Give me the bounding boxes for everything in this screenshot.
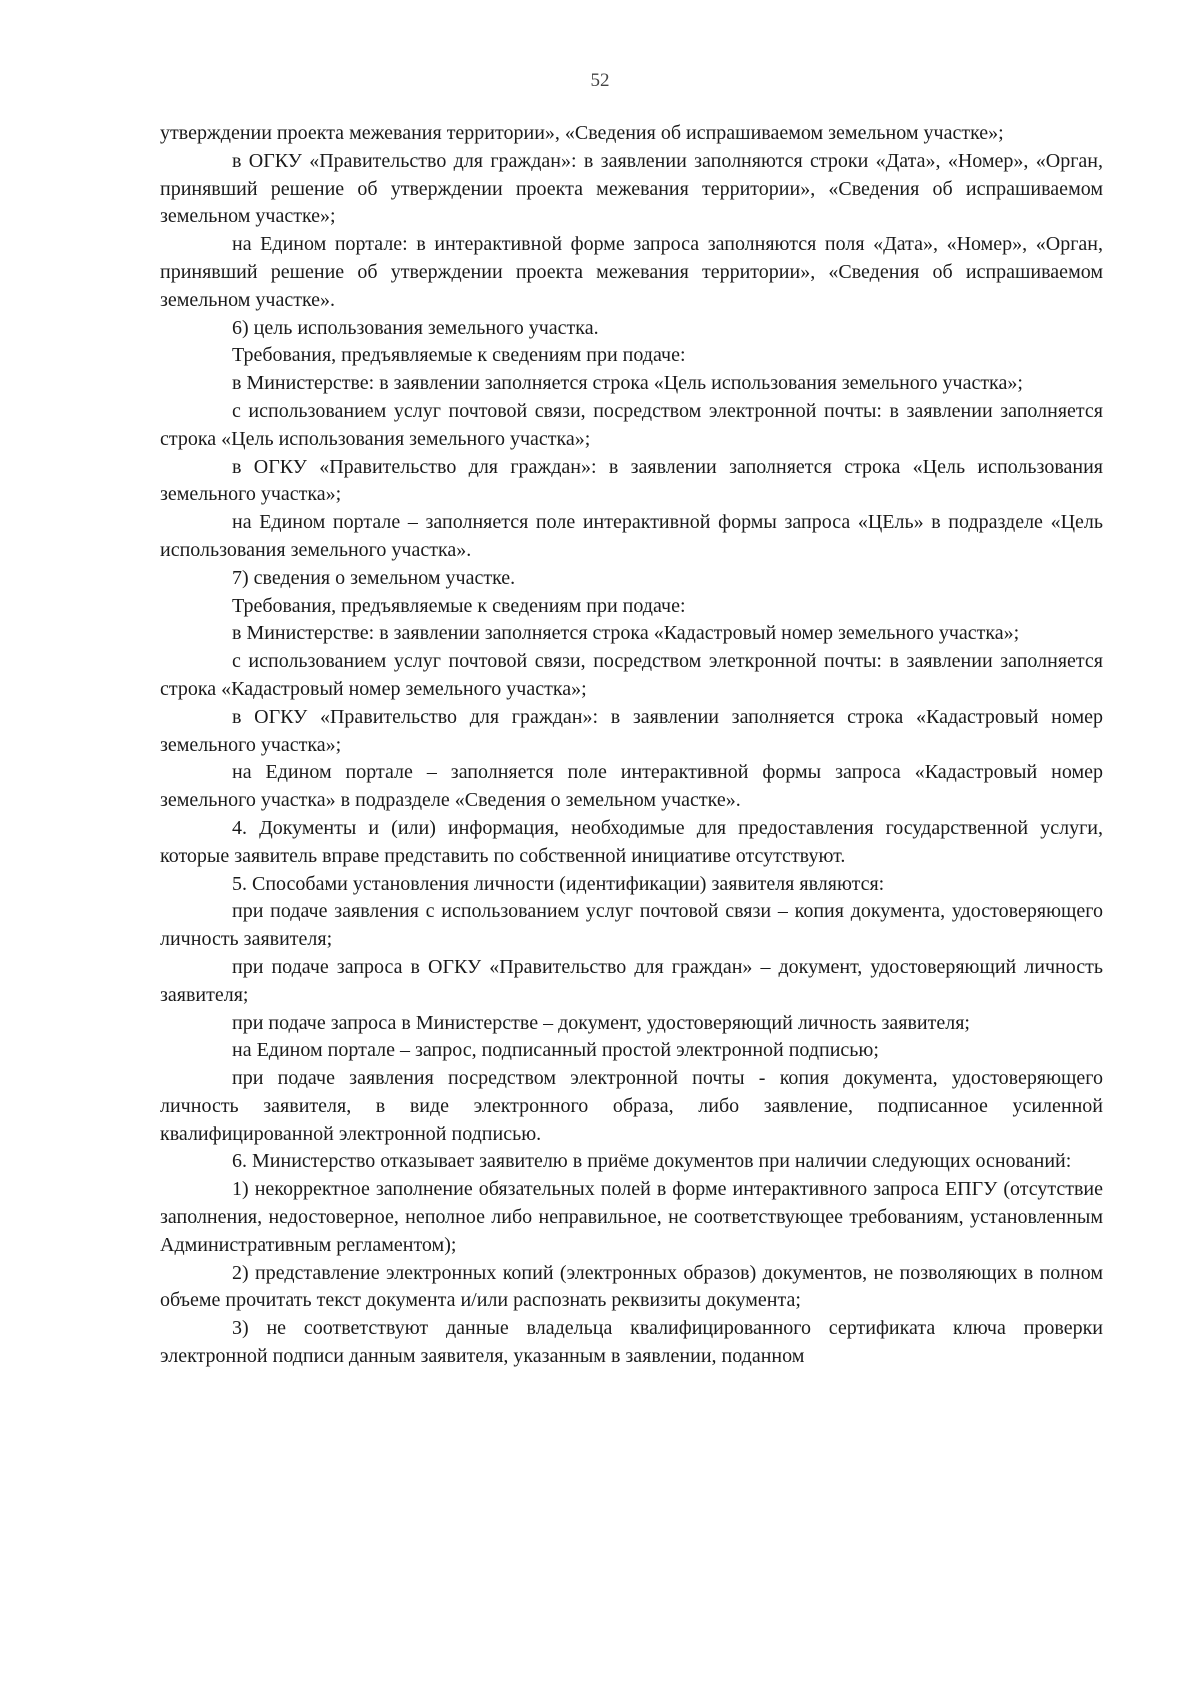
paragraph: в ОГКУ «Правительство для граждан»: в заявлении заполняется строка «Цель использования земельного участка»;	[160, 455, 1103, 506]
paragraph: утверждении проекта межевания территории», «Сведения об испрашиваемом земельном участке»;	[160, 122, 1004, 144]
paragraph: 5. Способами установления личности (идентификации) заявителя являются:	[232, 872, 885, 895]
paragraph: при подаче заявления посредством электронной почты - копия документа, удостоверяющего личность заявителя, в виде электронного образа, либо заявление, подписанное усиленной квалифицированной электронной подписью.	[160, 1067, 1103, 1145]
paragraph: 4. Документы и (или) информация, необходимые для предоставления государственной услуги, которые заявитель вправе представить по собственной инициативе отсутствуют.	[160, 816, 1103, 867]
paragraph: в ОГКУ «Правительство для граждан»: в заявлении заполняется строка «Кадастровый номер земельного участка»;	[160, 705, 1103, 756]
paragraph: при подаче запроса в Министерстве – документ, удостоверяющий личность заявителя;	[232, 1011, 970, 1034]
paragraph: 1) некорректное заполнение обязательных полей в форме интерактивного запроса ЕПГУ (отсутствие заполнения, недостоверное, неполное либо неправильное, не соответствующее требованиям, установленным Административным регламентом);	[160, 1178, 1103, 1256]
paragraph: на Едином портале – запрос, подписанный простой электронной подписью;	[232, 1039, 879, 1062]
document-body	[160, 120, 1103, 1371]
paragraph: с использованием услуг почтовой связи, посредством элеткронной почты: в заявлении заполняется строка «Кадастровый номер земельного участка»;	[160, 650, 1103, 700]
paragraph: 3) не соответствуют данные владельца квалифицированного сертификата ключа проверки электронной подписи данным заявителя, указанным в заявлении, поданном	[160, 1317, 1103, 1368]
paragraph: на Едином портале – заполняется поле интерактивной формы запроса «Кадастровый номер земельного участка» в подразделе «Сведения о земельном участке».	[160, 761, 1103, 812]
paragraph: 6) цель использования земельного участка.	[232, 316, 599, 339]
paragraph: 7) сведения о земельном участке.	[232, 566, 516, 589]
paragraph: 2) представление электронных копий (электронных образов) документов, не позволяющих в полном объеме прочитать текст документа и/или распознать реквизиты документа;	[160, 1261, 1103, 1312]
page-number: 52	[590, 70, 610, 91]
paragraph: на Едином портале – заполняется поле интерактивной формы запроса «ЦЕль» в подразделе «Цель использования земельного участка».	[160, 511, 1103, 561]
paragraph: на Едином портале: в интерактивной форме запроса заполняются поля «Дата», «Номер», «Орган, принявший решение об утверждении проекта межевания территории», «Сведения об испрашиваемом земельном участке».	[160, 233, 1103, 311]
paragraph: Требования, предъявляемые к сведениям при подаче:	[232, 594, 686, 617]
paragraph: 6. Министерство отказывает заявителю в приёме документов при наличии следующих оснований:	[232, 1150, 1072, 1173]
paragraph: в ОГКУ «Правительство для граждан»: в заявлении заполняются строки «Дата», «Номер», «Орган, принявший решение об утверждении проекта межевания территории», «Сведения об испрашиваемом земельном участке»;	[160, 149, 1103, 228]
paragraph: при подаче заявления с использованием услуг почтовой связи – копия документа, удостоверяющего личность заявителя;	[160, 900, 1103, 951]
paragraph: в Министерстве: в заявлении заполняется строка «Кадастровый номер земельного участка»;	[232, 622, 1020, 645]
paragraph: при подаче запроса в ОГКУ «Правительство для граждан» – документ, удостоверяющий личность заявителя;	[160, 955, 1103, 1006]
paragraph: в Министерстве: в заявлении заполняется строка «Цель использования земельного участка»;	[232, 372, 1023, 395]
paragraph: с использованием услуг почтовой связи, посредством электронной почты: в заявлении заполняется строка «Цель использования земельного участка»;	[160, 399, 1103, 450]
paragraph: Требования, предъявляемые к сведениям при подаче:	[232, 344, 686, 367]
